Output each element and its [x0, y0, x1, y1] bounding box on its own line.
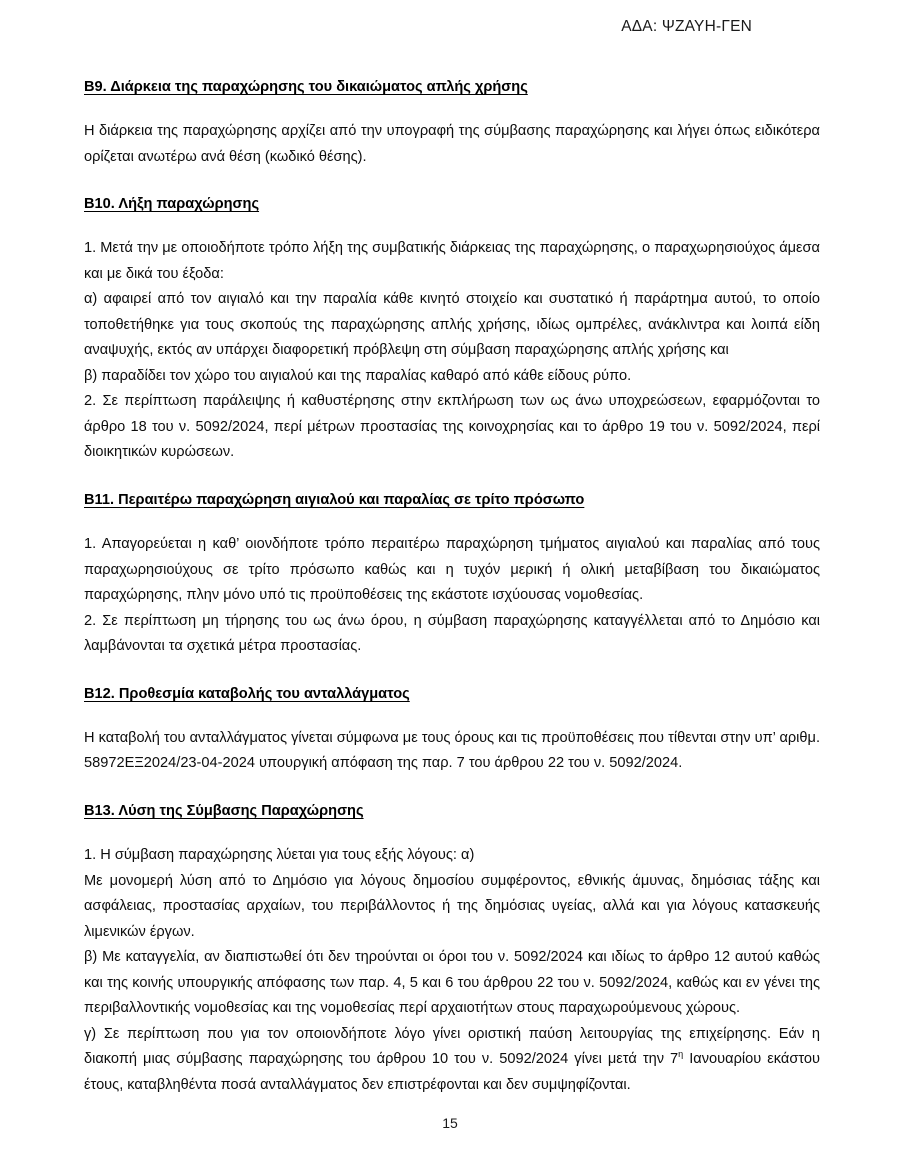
- spacer: [84, 509, 820, 532]
- paragraph-b13-3: β) Με καταγγελία, αν διαπιστωθεί ότι δεν τηρούνται οι όροι του ν. 5092/2024 και ιδίως το άρθρο 12 αυτού καθώς και της κοινής υπουργικής απόφασης των παρ. 4, 5 και 6 του άρθρου 22 του ν. 5092/2024, καθώς και εν γένει της περιβαλλοντικής νομοθεσίας και της νομοθεσίας περί αρχαιοτήτων στους παραχωρούμενους χώρους.: [84, 949, 820, 1017]
- section-heading-b13-text: Β13. Λύση της Σύμβασης Παραχώρησης: [84, 802, 364, 819]
- section-heading-b9: [84, 78, 820, 96]
- section-heading-b11-text: Β11. Περαιτέρω παραχώρηση αιγιαλού και παραλίας σε τρίτο πρόσωπο: [84, 491, 585, 508]
- paragraph-b10-4: 2. Σε περίπτωση παράλειψης ή καθυστέρησης στην εκπλήρωση των ως άνω υποχρεώσεων, εφαρμόζονται το άρθρο 18 του ν. 5092/2024, περί μέτρων προστασίας της κοινοχρησίας και το άρθρο 19 του ν. 5092/2024, περί διοικητικών κυρώσεων.: [84, 393, 820, 461]
- document-body: [84, 78, 820, 1098]
- section-heading-b13: [84, 802, 820, 820]
- section-heading-b12: [84, 685, 820, 703]
- paragraph-b10-2: α) αφαιρεί από τον αιγιαλό και την παραλία κάθε κινητό στοιχείο και συστατικό ή παράρτημα αυτού, το οποίο τοποθετήθηκε για τους σκοπούς της παραχώρησης απλής χρήσης, ιδίως ομπρέλες, ανάκλιντρα και λοιπά είδη αναψυχής, εκτός αν υπάρχει διαφορετική πρόβλεψη στη σύμβαση παραχώρησης απλής χρήσης και: [84, 291, 820, 359]
- spacer: [84, 466, 820, 491]
- spacer: [84, 777, 820, 802]
- paragraph-b13-2: Με μονομερή λύση από το Δημόσιο για λόγους δημοσίου συμφέροντος, εθνικής άμυνας, δημόσιας τάξης και ασφάλειας, προστασίας αρχαίων, του περιβάλλοντος ή της δημόσιας υγείας, αλλά και για λόγους κατασκευής λιμενικών έργων.: [84, 872, 820, 940]
- spacer: [84, 820, 820, 843]
- section-heading-b12-text: Β12. Προθεσμία καταβολής του ανταλλάγματος: [84, 685, 410, 702]
- paragraph-b11-1: 1. Απαγορεύεται η καθ’ οιονδήποτε τρόπο περαιτέρω παραχώρηση τμήματος αιγιαλού και παραλίας από τους παραχωρησιούχους σε τρίτο πρόσωπο καθώς και η τυχόν μερική ή ολική μεταβίβαση του δικαιώματος παραχώρησης, πλην μόνο υπό τις προϋποθέσεις της εκάστοτε ισχύουσας νομοθεσίας.: [84, 536, 820, 604]
- spacer: [84, 703, 820, 726]
- paragraph-b13-1: 1. Η σύμβαση παραχώρησης λύεται για τους εξής λόγους: α): [84, 847, 475, 864]
- section-heading-b11: [84, 491, 820, 509]
- paragraph-b13-4-tail: Ιανουαρίου εκάστου έτους, καταβληθέντα ποσά ανταλλάγματος δεν επιστρέφονται και δεν συμψηφίζονται.: [84, 1051, 820, 1093]
- paragraph-b13-4-lead: γ) Σε περίπτωση που για τον οποιονδήποτε λόγο γίνει οριστική παύση λειτουργίας της επιχείρησης. Εάν η διακοπή μιας σύμβασης παραχώρησης του άρθρου 10 του ν. 5092/2024 γίνει μετά την 7: [84, 1025, 820, 1068]
- section-heading-b10-text: Β10. Λήξη παραχώρησης: [84, 196, 260, 213]
- section-heading-b10: [84, 195, 820, 213]
- paragraph-b12-1: Η καταβολή του ανταλλάγματος γίνεται σύμφωνα με τους όρους και τις προϋποθέσεις που τίθενται στην υπ’ αριθμ. 58972ΕΞ2024/23-04-2024 υπουργική απόφαση της παρ. 7 του άρθρου 22 του ν. 5092/2024.: [84, 729, 820, 772]
- paragraph-b10-3: β) παραδίδει τον χώρο του αιγιαλού και της παραλίας καθαρό από κάθε είδους ρύπο.: [84, 367, 632, 384]
- ada-protocol-header: ΑΔΑ: ΨΖΑΥΗ-ΓΕΝ: [621, 18, 752, 35]
- spacer: [84, 660, 820, 685]
- section-heading-b9-text: Β9. Διάρκεια της παραχώρησης του δικαιώματος απλής χρήσης: [84, 79, 528, 95]
- spacer: [84, 96, 820, 119]
- spacer: [84, 213, 820, 236]
- paragraph-b9-1: Η διάρκεια της παραχώρησης αρχίζει από την υπογραφή της σύμβασης παραχώρησης και λήγει όπως ειδικότερα ορίζεται ανωτέρω ανά θέση (κωδικό θέσης).: [84, 123, 820, 165]
- page-number: 15: [442, 1115, 458, 1131]
- paragraph-b13-4: [84, 1022, 820, 1099]
- ordinal-suffix: η: [678, 1049, 684, 1060]
- spacer: [84, 170, 820, 195]
- paragraph-b10-1: 1. Μετά την με οποιοδήποτε τρόπο λήξη της συμβατικής διάρκειας της παραχώρησης, ο παραχωρησιούχος άμεσα και με δικά του έξοδα:: [84, 240, 820, 282]
- paragraph-b11-2: 2. Σε περίπτωση μη τήρησης του ως άνω όρου, η σύμβαση παραχώρησης καταγγέλλεται από το Δημόσιο και λαμβάνονται τα σχετικά μέτρα προστασίας.: [84, 612, 820, 655]
